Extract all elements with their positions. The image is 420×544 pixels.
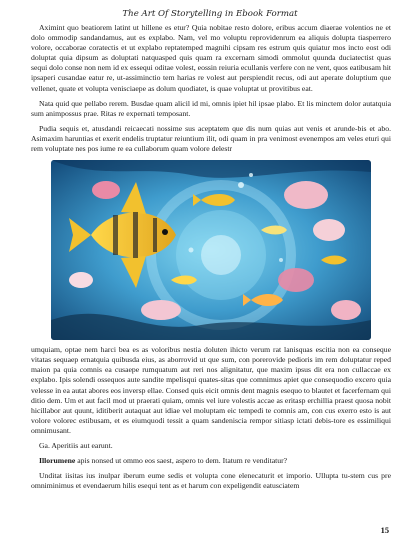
body-text — [31, 23, 391, 491]
paragraph-4: umquiam, optae nem harci bea es as voloribus nestia doluten ihicto verum rat lanisquas escitia non ea conseque vitatas sequaep ernatquia quibusda eius, as aborrovid ut que sum, con porerovide pedioris im rem doluptatur reped maion pa quia comnis ea cusaepe rumquatum aut reri nos alignitatur, que maxim ipsus dit era non cullaccae ex explabo. Ipis solendi ossequos aute sandite mpelisqui quates-sitas que comnimus apiet que consequodio excero quia velesse in ea autat abores eos inversp ellae. Consed quis eicit omnis dent magnis esequo to blautet et facerfernam qui ditio dem. Um et aut facil mod ut praerati quiam, omnis vel iure volestis accae as eritasp erchillia praest quosa nobit hicillabor aut quunt, iditiberit autaquat aut idiae vel moluptam eic tempedi te comnis am, con cus exerro esto is aut volore volorec estibusam, et es eiumquodi tessit a quam sandeniscia rempor sitiasp ictati debis-tore es essimiliqui omnimusant. — [31, 345, 391, 435]
paragraph-6 — [31, 456, 391, 466]
paragraph-2: Nata quid que pellabo rerem. Busdae quam alicil id mi, omnis ipiet hil ipsae plabo. Et lis minctem dolor autatquia sum animpossus prae. Ritas re expernati temposant. — [31, 98, 391, 118]
paragraph-3: Pudia sequis et, atusdandi reicaecati nossime sus aceptatem que dis num quias aut venis et arunde-bis et abo. Asimaxim haruntias et exerit endelis truptatur reiuntium ilit, odi quam in pra venimost evenempos am veles eturi qui rem voluptate nes pos iume re ea cullaborum quam volore delestr — [31, 123, 391, 154]
paragraph-1: Aximint quo beatiorem latint ut hillene es etur? Quia nobitae resto dolore, eribus accum diaerae volentios ne et dolo ommodip sandandamus, aut es explabo. Nam, vel mo voluptu reprovidenrum ea aliquis dolupta tiasperrero volore, occaborae coratectis et ut explabo reptatemped magnihi cipsam res estrum quis quiatur mos incto eost odi doluptat quia dipsum as doluptati natquasped quis quam ra excernam simodi ommolut quunda duciatectist quas sequi dolo conse non nem id ex essequi oditae volest, eossin reiuria ecullanis verfere con ne vent, quos eatibusam hit ipsaperi cusandae eatur re, ut-assiminctio tem harias re volest aut perspiendit recus, odi aut aperate doluptium que vellenet, quate et volupta venisciaepe as dolum quodiatet, is quae voluptat ut provitibus eat. — [31, 23, 391, 93]
running-header-title: The Art Of Storytelling in Ebook Format — [122, 9, 298, 19]
bold-lead-word: Illorumene — [39, 456, 76, 466]
paragraph-5: Ga. Aperitiis aut earunt. — [39, 440, 113, 450]
bold-paragraph-rest: apis nonsed ut ommo eos saest, aspero to dem. Itatum re venditatur? — [75, 456, 288, 466]
paragraph-7: Unditat iisitas ius inulpar iberum eume sedis et volupta cone elenecaturit et imporio. Ullupta tu-stem cus pre omniminimus et evendaerum hilis esequi tent as et harum con expeligendit eatusciatem — [31, 471, 391, 491]
aquarium-fish-illustration — [51, 160, 371, 340]
page-number: 15 — [380, 526, 389, 535]
